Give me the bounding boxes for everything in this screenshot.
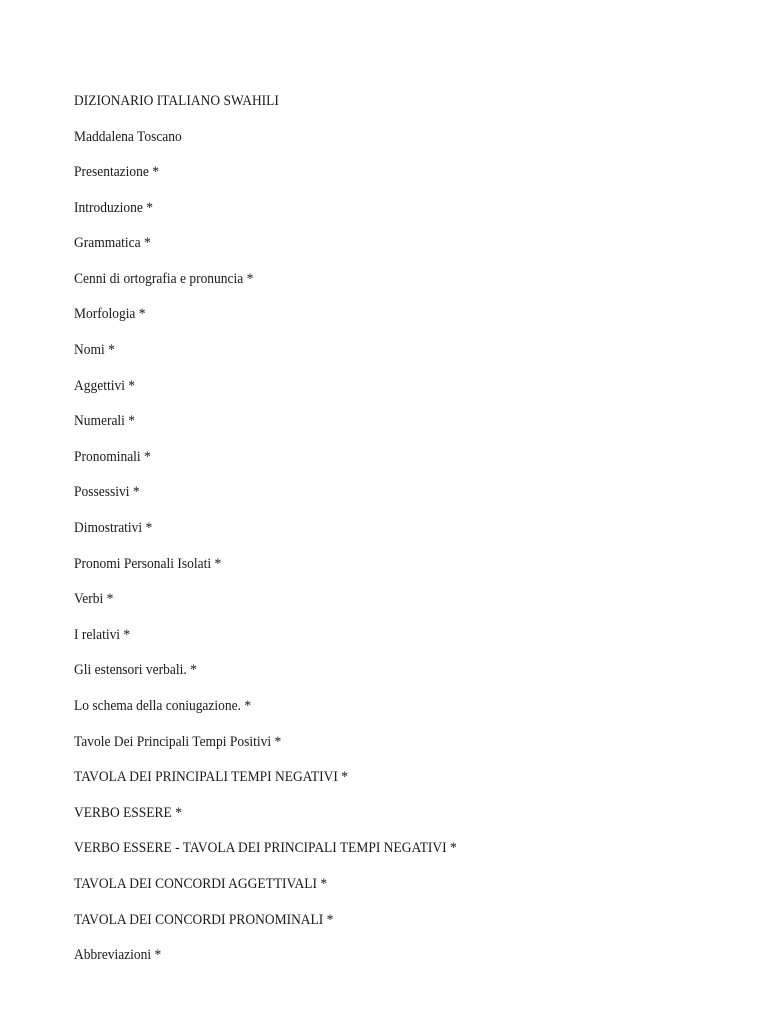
toc-entry-abbreviazioni: Abbreviazioni * [74,947,162,963]
toc-entry-concordi-pronominali: TAVOLA DEI CONCORDI PRONOMINALI * [74,912,334,928]
document-title: DIZIONARIO ITALIANO SWAHILI [74,93,279,109]
toc-entry-numerali: Numerali * [74,413,136,429]
toc-entry-morfologia: Morfologia * [74,306,146,322]
toc-entry-nomi: Nomi * [74,342,115,358]
toc-entry-ortografia: Cenni di ortografia e pronuncia * [74,271,254,287]
toc-entry-tempi-positivi: Tavole Dei Principali Tempi Positivi * [74,734,282,750]
toc-entry-schema-coniugazione: Lo schema della coniugazione. * [74,698,252,714]
toc-entry-relativi: I relativi * [74,627,131,643]
toc-entry-presentazione: Presentazione * [74,164,160,180]
toc-entry-verbo-essere-negativi: VERBO ESSERE - TAVOLA DEI PRINCIPALI TEMPI NEGATIVI * [74,840,457,856]
toc-entry-possessivi: Possessivi * [74,484,140,500]
toc-entry-tempi-negativi: TAVOLA DEI PRINCIPALI TEMPI NEGATIVI * [74,769,349,785]
toc-entry-dimostrativi: Dimostrativi * [74,520,153,536]
toc-entry-introduzione: Introduzione * [74,200,154,216]
toc-entry-verbo-essere: VERBO ESSERE * [74,805,182,821]
toc-entry-concordi-aggettivali: TAVOLA DEI CONCORDI AGGETTIVALI * [74,876,328,892]
toc-entry-grammatica: Grammatica * [74,235,151,251]
document-author: Maddalena Toscano [74,129,182,145]
toc-entry-verbi: Verbi * [74,591,114,607]
toc-entry-pronominali: Pronominali * [74,449,151,465]
toc-entry-pronomi-personali: Pronomi Personali Isolati * [74,556,222,572]
toc-entry-aggettivi: Aggettivi * [74,378,136,394]
toc-entry-estensori-verbali: Gli estensori verbali. * [74,662,197,678]
